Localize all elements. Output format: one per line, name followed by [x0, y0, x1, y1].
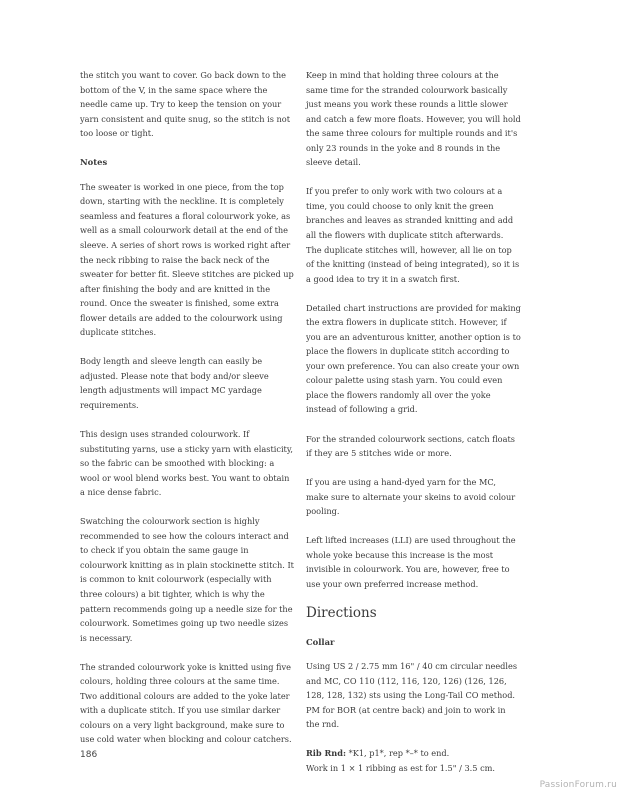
notes-paragraph-2: Body length and sleeve length can easily be adjusted. Please note that body and/or sleeve length adjustments will impact MC yardage requirements.	[80, 356, 269, 410]
notes-paragraph-6: Keep in mind that holding three colours at the same time for the stranded colourwork basically just means you work these rounds a little slower and catch a few more floats. However, you will hold the same three colours for multiple rounds and it's only 23 rounds in the yoke and 8 rounds in the sleeve detail.	[306, 70, 521, 168]
notes-paragraph-8: Detailed chart instructions are provided for making the extra flowers in duplicate stitch. However, if you are an adventurous knitter, another option is to place the flowers in duplicate stitch according to your own preference. You can also create your own colour palette using stash yarn. You could even place the flowers randomly all over the yoke instead of following a grid.	[306, 302, 521, 415]
notes-paragraph-1: The sweater is worked in one piece, from the top down, starting with the neckline. It is completely seamless and features a floral colourwork yoke, as well as a small colourwork detail at the end of the sleeve. A series of short rows is worked right after the neck ribbing to raise the back neck of the sweater for better fit. Sleeve stitches are picked up after finishing the body and are knitted in the round. Once the sweater is finished, some extra flower details are added to the colourwork using duplicate stitches.	[80, 181, 294, 338]
notes-paragraph-7: If you prefer to only work with two colours at a time, you could choose to only knit the green branches and leaves as stranded knitting and add all the flowers with duplicate stitch afterwards. The duplicate stitches will, however, all lie on top of the knitting (instead of being integrated), so it is a good idea to try it in a swatch first.	[306, 186, 520, 284]
page-number: 186	[80, 750, 98, 760]
rib-ribbing-paragraph: Work in 1 × 1 ribbing as est for 1.5" / 3.5 cm.	[306, 762, 496, 773]
notes-paragraph-4: Swatching the colourwork section is highly recommended to see how the colours interact and to check if you obtain the same gauge in colourwork knitting as in plain stockinette stitch. It is common to knit colourwork (especially with three colours) a bit tighter, which is why the pattern recommends going up a needle size for the colourwork. Sometimes going up two needle sizes is necessary.	[80, 516, 294, 643]
rib-round-text: *K1, p1*, rep *–* to end.	[346, 748, 450, 759]
notes-paragraph-11: Left lifted increases (LLI) are used throughout the whole yoke because this increase is the most invisible in colourwork. You are, however, free to use your own preferred increase method.	[306, 535, 516, 589]
right-column	[306, 68, 521, 790]
watermark: PassionForum.ru	[539, 780, 617, 790]
left-column	[80, 68, 295, 761]
collar-paragraph: Using US 2 / 2.75 mm 16" / 40 cm circular needles and MC, CO 110 (112, 116, 120, 126) (126, 126, 128, 128, 132) sts using the Long-Tail CO method. PM for BOR (at centre back) and join to work in the rnd.	[306, 661, 518, 730]
rib-round-label: Rib Rnd:	[306, 748, 346, 759]
notes-paragraph-3: This design uses stranded colourwork. If substituting yarns, use a sticky yarn with elasticity, so the fabric can be smoothed with blocking: a wool or wool blend works best. You want to obtain a nice dense fabric.	[80, 428, 293, 498]
intro-paragraph: the stitch you want to cover. Go back down to the bottom of the V, in the same space where the needle came up. Try to keep the tension on your yarn consistent and quite snug, so the stitch is not too loose or tight.	[80, 70, 290, 139]
rib-instruction	[306, 746, 521, 761]
notes-paragraph-10: If you are using a hand-dyed yarn for the MC, make sure to alternate your skeins to avoid colour pooling.	[306, 477, 516, 517]
notes-heading: Notes	[80, 157, 108, 168]
notes-paragraph-5: The stranded colourwork yoke is knitted using five colours, holding three colours at the same time. Two additional colours are added to the yoke later with a duplicate stitch. If you use similar darker colours on a very light background, make sure to use cold water when blocking and colour catchers.	[80, 661, 292, 745]
notes-paragraph-9: For the stranded colourwork sections, catch floats if they are 5 stitches wide or more.	[306, 433, 515, 459]
directions-heading: Directions	[306, 604, 377, 621]
collar-heading: Collar	[306, 636, 335, 647]
